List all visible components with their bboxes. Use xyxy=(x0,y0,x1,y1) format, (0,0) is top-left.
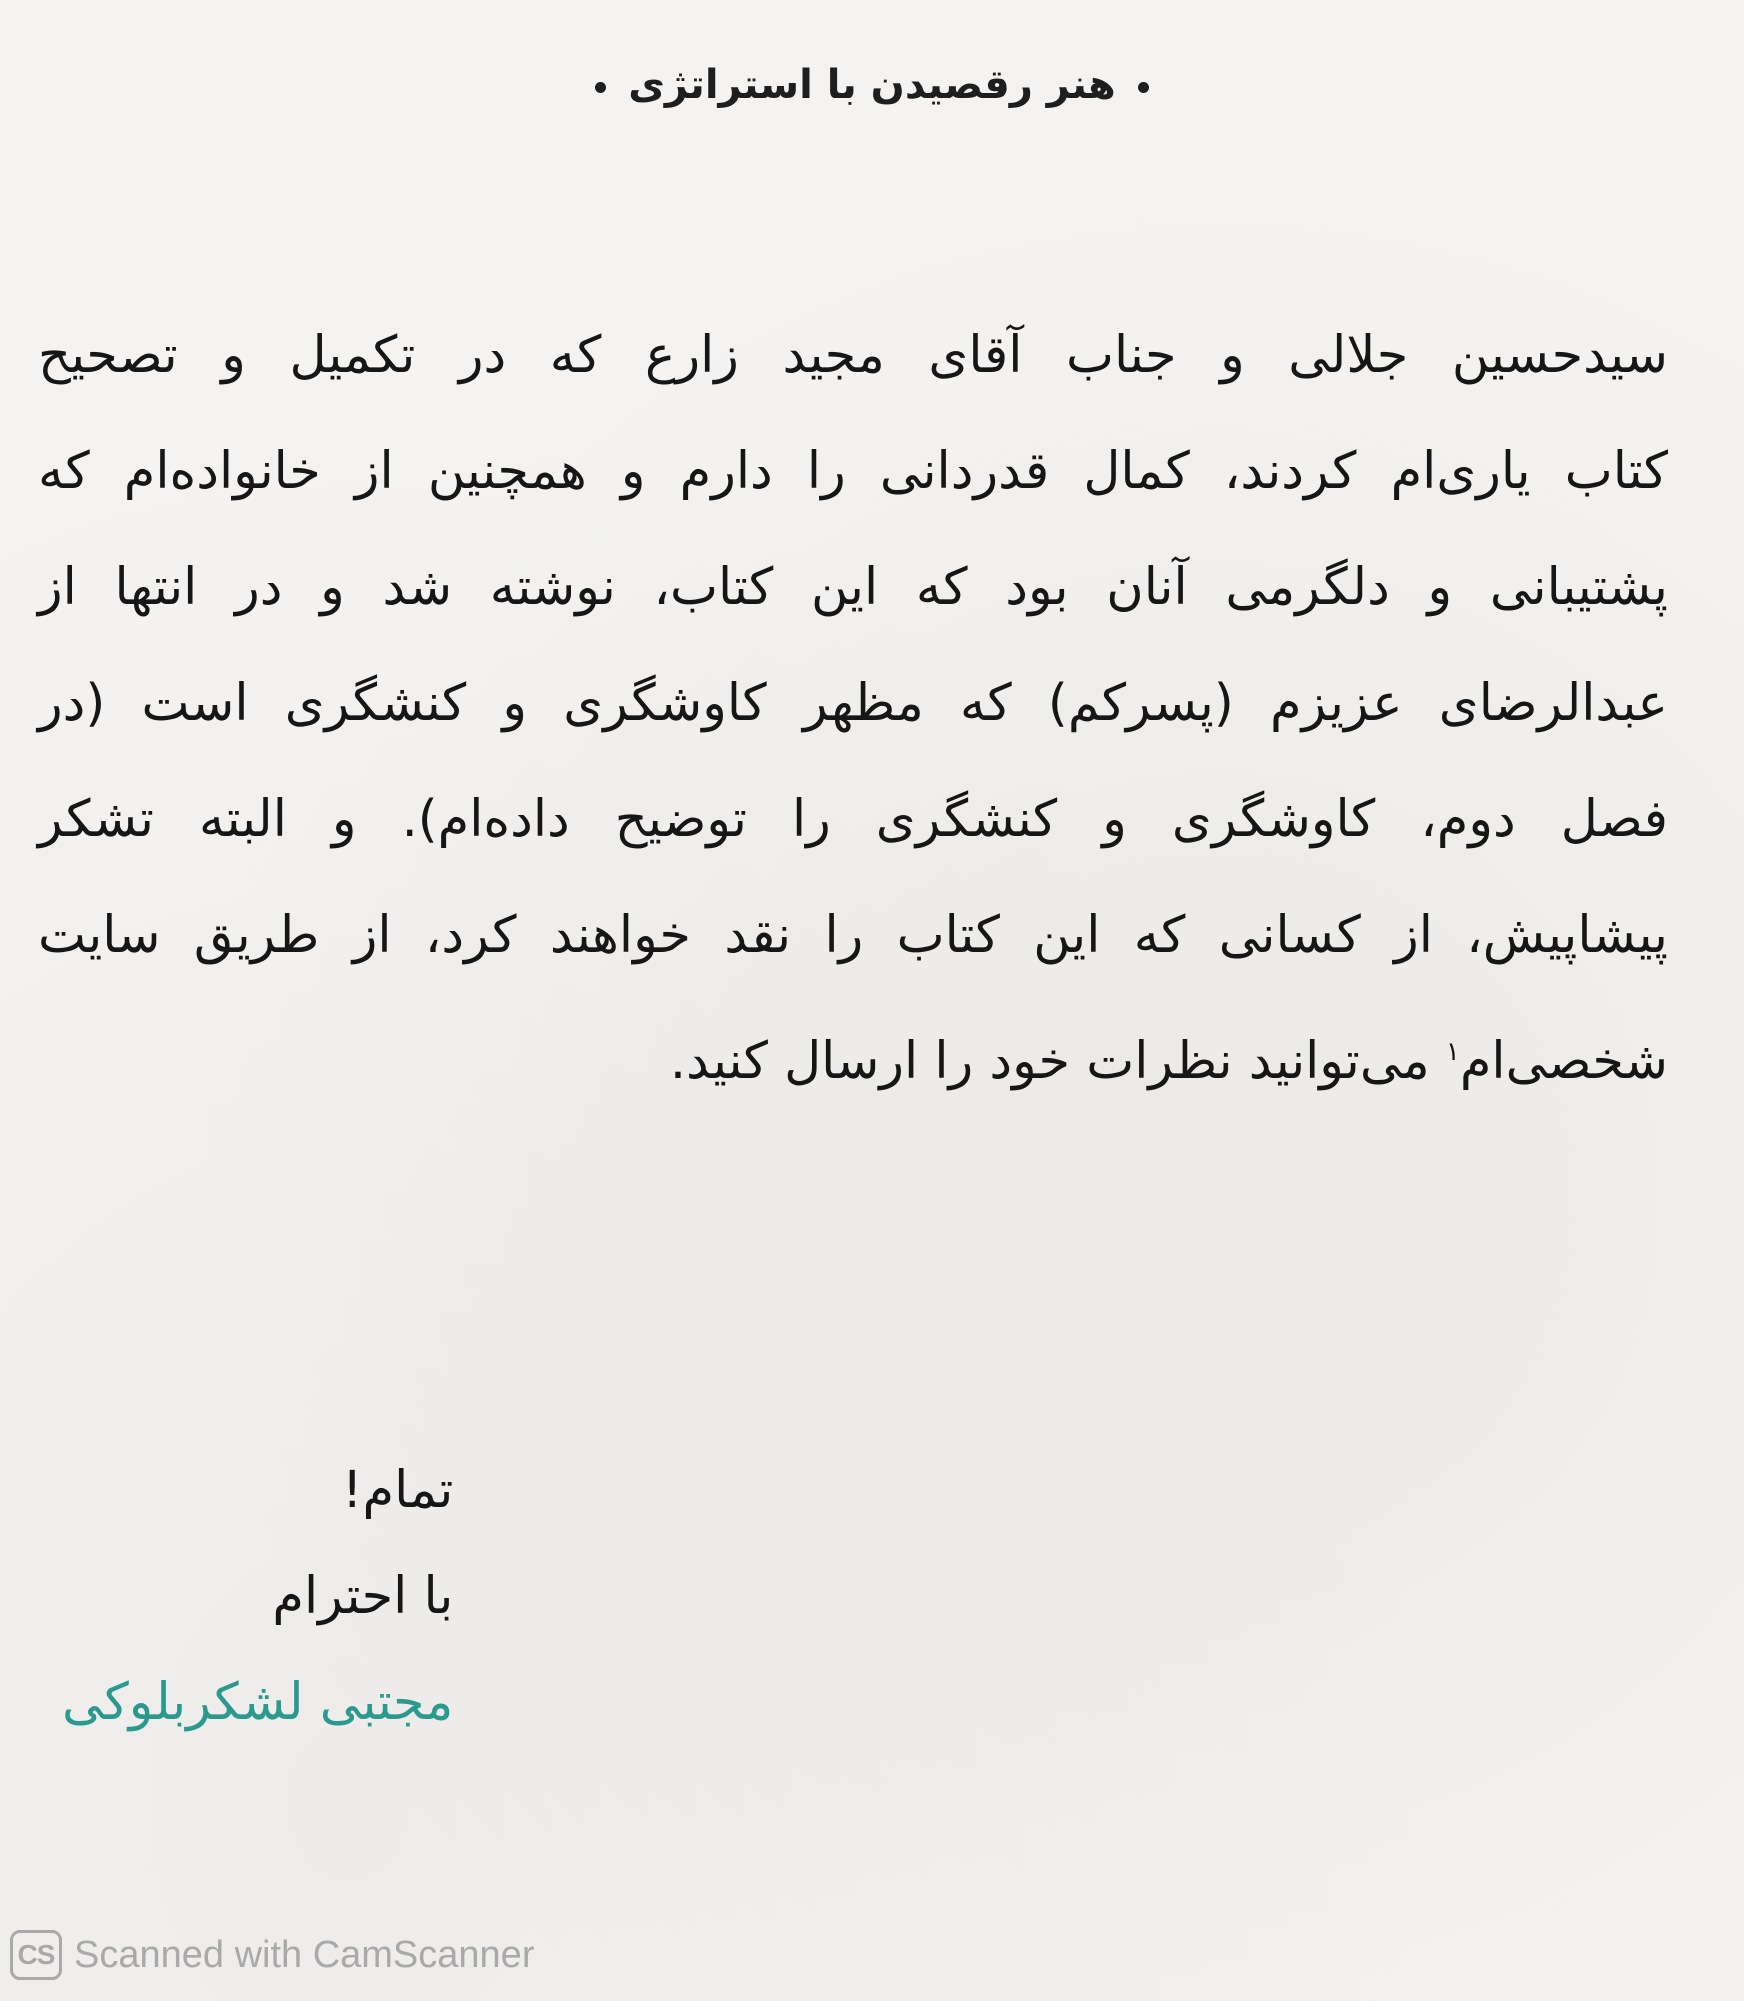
bullet-icon xyxy=(1138,82,1149,93)
running-header xyxy=(0,62,1744,108)
last-line-start: شخصی‌ام xyxy=(1459,1032,1668,1091)
paragraph-line: پیشاپیش، از کسانی که این کتاب را نقد خواهند کرد، از طریق سایت xyxy=(38,906,1668,965)
watermark-text: Scanned with CamScanner xyxy=(74,1933,535,1976)
author-signature: مجتبی لشکربلوکی xyxy=(62,1673,454,1732)
paragraph-line: سیدحسین جلالی و جناب آقای مجید زارع که در تکمیل و تصحیح xyxy=(38,326,1668,385)
paragraph-last-line xyxy=(38,994,1668,1120)
signoff-block xyxy=(62,1438,453,1756)
closing-done: تمام! xyxy=(342,1461,454,1520)
footnote-marker: ۱ xyxy=(1445,1037,1460,1067)
paragraph-line: کتاب یاری‌ام کردند، کمال قدردانی را دارم و همچنین از خانواده‌ام که xyxy=(38,442,1668,501)
camscanner-watermark xyxy=(10,1928,534,1982)
paragraph-line: عبدالرضای عزیزم (پسرکم) که مظهر کاوشگری و کنشگری است (در xyxy=(38,674,1668,733)
last-line-end: می‌توانید نظرات خود را ارسال کنید. xyxy=(669,1032,1446,1091)
running-title: هنر رقصیدن با استراتژی xyxy=(628,62,1116,108)
paragraph-line: پشتیبانی و دلگرمی آنان بود که این کتاب، نوشته شد و در انتها از xyxy=(38,558,1668,617)
paragraph-line: فصل دوم، کاوشگری و کنشگری را توضیح داده‌ام). و البته تشکر xyxy=(38,790,1668,849)
acknowledgement-paragraph xyxy=(38,298,1668,1120)
camscanner-logo-icon: CS xyxy=(10,1930,62,1980)
bullet-icon xyxy=(595,82,606,93)
closing-regards: با احترام xyxy=(272,1567,454,1626)
